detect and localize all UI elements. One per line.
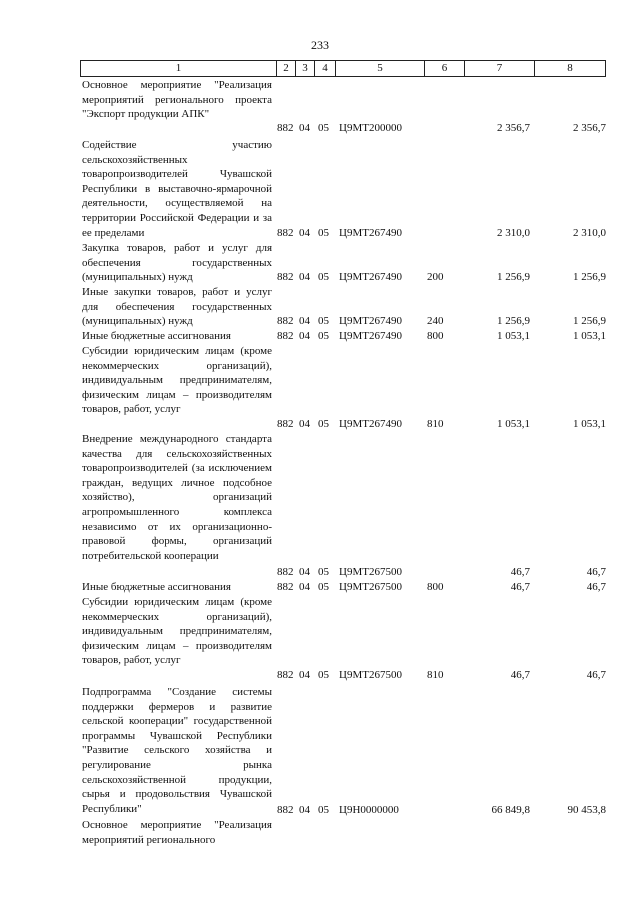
header-col-7: 7 [464, 61, 534, 76]
col-amount-year-2: 1 053,1 [573, 330, 606, 343]
col-section: 04 [299, 330, 310, 343]
page-number: 233 [311, 38, 329, 52]
col-amount-year-1: 46,7 [510, 669, 530, 682]
col-amount-year-1: 1 053,1 [497, 418, 530, 431]
row-description: Закупка товаров, работ и услуг для обеспечения государственных (муниципальных) нужд [82, 242, 272, 284]
table-row [80, 580, 606, 595]
header-col-4: 4 [314, 61, 335, 76]
col-target-article: Ц9МТ267490 [339, 227, 402, 240]
col-section: 04 [299, 271, 310, 284]
table-row [80, 285, 606, 329]
col-section: 04 [299, 227, 310, 240]
col-amount-year-2: 90 453,8 [567, 804, 606, 817]
col-target-article: Ц9МТ267490 [339, 418, 402, 431]
col-section: 04 [299, 804, 310, 817]
col-amount-year-2: 2 310,0 [573, 227, 606, 240]
row-description: Подпрограмма "Создание системы поддержки фермеров и развитие сельской кооперации" государственной программы Чувашской Республики "Развитие сельского хозяйства и регулирование рынка сельскохозяйственной продукции, сырья и продовольствия Чувашской Республики" [82, 686, 272, 815]
col-target-article: Ц9МТ267490 [339, 315, 402, 328]
table-row [80, 241, 606, 285]
col-ministry: 882 [277, 271, 294, 284]
col-amount-year-1: 46,7 [510, 581, 530, 594]
col-target-article: Ц9Н0000000 [339, 804, 399, 817]
col-ministry: 882 [277, 581, 294, 594]
col-amount-year-2: 1 256,9 [573, 271, 606, 284]
header-col-8: 8 [534, 61, 606, 76]
col-amount-year-1: 1 053,1 [497, 330, 530, 343]
col-subsection: 05 [318, 227, 329, 240]
col-expense-type: 200 [427, 271, 444, 284]
col-amount-year-1: 2 356,7 [497, 122, 530, 135]
col-section: 04 [299, 418, 310, 431]
col-section: 04 [299, 669, 310, 682]
col-amount-year-2: 46,7 [586, 566, 606, 579]
row-description: Основное мероприятие "Реализация мероприятий регионального [82, 819, 272, 846]
col-amount-year-2: 1 053,1 [573, 418, 606, 431]
col-amount-year-2: 2 356,7 [573, 122, 606, 135]
col-section: 04 [299, 122, 310, 135]
col-target-article: Ц9МТ267500 [339, 566, 402, 579]
col-target-article: Ц9МТ267500 [339, 581, 402, 594]
col-expense-type: 240 [427, 315, 444, 328]
col-target-article: Ц9МТ267490 [339, 271, 402, 284]
col-ministry: 882 [277, 669, 294, 682]
col-subsection: 05 [318, 418, 329, 431]
col-target-article: Ц9МТ267500 [339, 669, 402, 682]
row-description: Иные бюджетные ассигнования [82, 330, 231, 342]
row-description: Содействие участию сельскохозяйственных товаропроизводителей Чувашской Республики в выставочно-ярмарочной деятельности, осуществляемой на территории Российской Федерации и за ее пределами [82, 139, 272, 239]
table-row [80, 685, 606, 818]
col-ministry: 882 [277, 315, 294, 328]
col-ministry: 882 [277, 227, 294, 240]
table-row [80, 329, 606, 344]
col-subsection: 05 [318, 122, 329, 135]
col-section: 04 [299, 315, 310, 328]
row-description: Субсидии юридическим лицам (кроме некоммерческих организаций), индивидуальным предпринимателям, физическим лицам – производителям товаров, работ, услуг [82, 345, 272, 416]
col-amount-year-2: 1 256,9 [573, 315, 606, 328]
col-amount-year-1: 66 849,8 [491, 804, 530, 817]
col-amount-year-1: 46,7 [510, 566, 530, 579]
table-row [80, 344, 606, 432]
col-section: 04 [299, 566, 310, 579]
header-col-3: 3 [295, 61, 314, 76]
col-amount-year-1: 1 256,9 [497, 271, 530, 284]
row-description: Внедрение международного стандарта качества для сельскохозяйственных товаропроизводителей (за исключением граждан, ведущих личное подсобное хозяйство), организаций агропромышленного комплекса независимо от их организационно-правовой формы, организаций потребительской кооперации [82, 433, 272, 562]
table-row [80, 818, 606, 848]
col-ministry: 882 [277, 122, 294, 135]
header-col-1: 1 [80, 61, 276, 76]
header-col-6: 6 [424, 61, 464, 76]
col-subsection: 05 [318, 330, 329, 343]
table-row [80, 432, 606, 580]
table-header [80, 60, 606, 77]
col-target-article: Ц9МТ267490 [339, 330, 402, 343]
col-ministry: 882 [277, 566, 294, 579]
col-amount-year-1: 2 310,0 [497, 227, 530, 240]
col-target-article: Ц9МТ200000 [339, 122, 402, 135]
col-subsection: 05 [318, 804, 329, 817]
header-col-2: 2 [276, 61, 295, 76]
col-ministry: 882 [277, 418, 294, 431]
row-description: Иные закупки товаров, работ и услуг для обеспечения государственных (муниципальных) нужд [82, 286, 272, 328]
row-description: Основное мероприятие "Реализация мероприятий регионального проекта "Экспорт продукции АПК" [82, 79, 272, 121]
col-subsection: 05 [318, 566, 329, 579]
col-amount-year-2: 46,7 [586, 581, 606, 594]
col-expense-type: 800 [427, 581, 444, 594]
col-ministry: 882 [277, 804, 294, 817]
col-subsection: 05 [318, 669, 329, 682]
col-amount-year-1: 1 256,9 [497, 315, 530, 328]
header-col-5: 5 [335, 61, 424, 76]
row-description: Иные бюджетные ассигнования [82, 581, 231, 593]
col-expense-type: 810 [427, 418, 444, 431]
col-expense-type: 810 [427, 669, 444, 682]
col-amount-year-2: 46,7 [586, 669, 606, 682]
table-row [80, 595, 606, 683]
row-description: Субсидии юридическим лицам (кроме некоммерческих организаций), индивидуальным предпринимателям, физическим лицам – производителям товаров, работ, услуг [82, 596, 272, 667]
table-row [80, 78, 606, 136]
col-subsection: 05 [318, 315, 329, 328]
col-ministry: 882 [277, 330, 294, 343]
table-row [80, 138, 606, 241]
col-expense-type: 800 [427, 330, 444, 343]
col-section: 04 [299, 581, 310, 594]
col-subsection: 05 [318, 271, 329, 284]
col-subsection: 05 [318, 581, 329, 594]
